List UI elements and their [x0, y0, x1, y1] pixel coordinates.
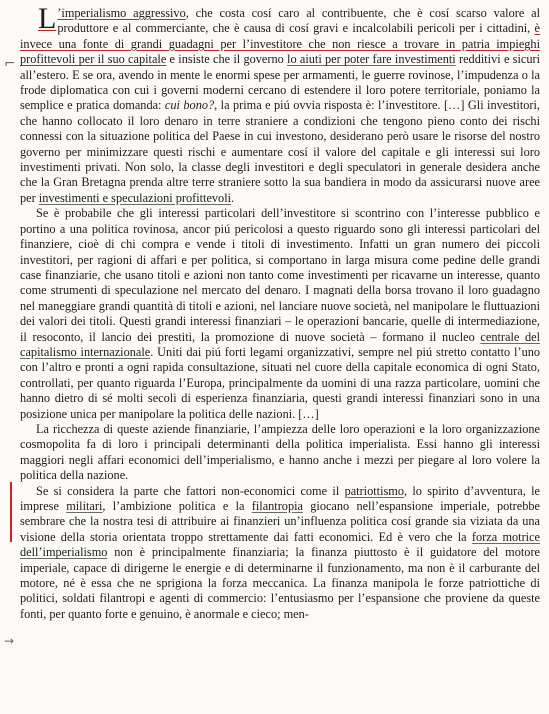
underlined-phrase: militari — [66, 499, 103, 513]
paragraph-3 — [20, 422, 540, 484]
underlined-phrase: patriottismo — [344, 483, 404, 498]
pencil-arrow-annotation: → — [4, 634, 15, 648]
text-run: Se è probabile che gli interessi particolari dell’investitore si scontrino con l’interesse pubblico e portino a una politica rovinosa, ancor piú pericolosi a questo riguardo sono gli interessi particolari del finanziere, cioè di chi compra e vende i titoli di investimento. Infatti un gran numero dei piccoli investitori, per ragioni di affari e per politica, si comportano in larga misura come pedine delle grandi case finanziarie, che usano titoli e azioni non tanto come investimenti per ricavarne un interesse, quanto come strumenti di speculazione nel mercato del denaro. I magnati della borsa trovano il loro guadagno nel maneggiare grandi quantità di titoli e azioni, nel lanciare nuove società, nel manipolare le fluttuazioni dei valori dei titoli. Questi grandi interessi finanziari – le operazioni bancarie, quelle di intermediazione, il resoconto, il lancio dei prestiti, la promozione di nuove società – formano il nucleo — [20, 206, 540, 344]
italic-phrase: cui bono? — [164, 98, 215, 113]
text-run: e insiste che il governo — [166, 52, 288, 67]
pencil-margin-mark: ⌐ — [4, 56, 16, 72]
text-run: , lo spirito d’avventura, le imprese — [20, 483, 540, 513]
text-run: . — [231, 190, 235, 205]
underlined-phrase: filantropia — [251, 499, 303, 513]
body-text — [20, 2, 541, 622]
text-run: Se si considera la parte che fattori non-economici come il — [36, 483, 345, 498]
underlined-phrase: forza motrice dell’imperialismo — [20, 529, 540, 560]
underlined-phrase: centrale del capitalismo internazionale — [20, 329, 540, 359]
drop-cap: L — [38, 2, 57, 35]
paragraph-2 — [20, 206, 540, 422]
underlined-phrase: lo aiuti per poter fare investimenti — [287, 52, 456, 67]
paragraph-1 — [20, 2, 540, 206]
text-run: , che costa cosí caro al contribuente, che è cosí scarso valore al produttore e al commerciante, che è causa di cosí gravi e incalcolabili pericoli per i cittadini, — [57, 6, 540, 36]
underlined-phrase: ’imperialismo aggressivo — [57, 6, 186, 20]
text-run: , la prima e piú ovvia risposta è: l’investitore. […] Gli investitori, che hanno collocato il loro denaro in terre straniere a condizioni che tengono pieno conto dei rischi connessi con la situazione politica del Paese in cui investono, desiderano però usare le risorse del nostro governo per minimizzare questi rischi e aumentare cosí il valore del capitale e gli interessi sui loro investimenti privati. Non solo, la classe degli investitori e degli speculatori in generale desidera anche che la Gran Bretagna prenda altre terre straniere sotto la sua bandiera in modo da assicurarsi nuove aree per — [20, 98, 540, 205]
text-run: , l’ambizione politica e la — [102, 499, 252, 513]
text-run: non è principalmente finanziaria; la finanza piuttosto è il guidatore del motore imperiale, capace di dirigerne le energie e di determinarne il funzionamento, ma non è il carburante del motore, né è essa che ne sprigiona la forza meccanica. La finanza manipola le forze patriottiche di politici, soldati filantropi e agenti di commercio: l’entusiasmo per l’espansione che proviene da queste fonti, per quanto forte e genuino, è anormale e cieco; men- — [20, 545, 540, 621]
underlined-phrase: investimenti e speculazioni profittevoli — [38, 190, 232, 205]
text-run: giocano nell’espansione imperiale, potrebbe sembrare che la nostra tesi di attribuire ai finanzieri un’influenza politica cosí grande sia viziata da una visione della storia orientata troppo strettamente dai fatti economici. Ed è vero che la — [20, 499, 540, 544]
text-run: redditivi e sicuri all’estero. E se ora, avendo in mente le enormi spese per armamenti, le guerre rovinose, l’impudenza o la frode diplomatica con cui i governi moderni cercano di estendere il loro potere territoriale, poniamo la semplice e pratica domanda: — [20, 52, 540, 113]
text-run: . Uniti dai piú forti legami organizzativi, sempre nel piú stretto contatto l’uno con l’altro e pronti a ogni rapida consultazione, situati nel cuore della capitale economica di ogni Stato, controllati, per quanto riguarda l’Europa, principalmente da uomini di una razza particolare, uomini che hanno dietro di sé molti secoli di esperienza finanziaria, questi grandi interessi finanziari sono in una posizione unica per manipolare la politica delle nazioni. […] — [20, 344, 541, 421]
red-margin-bar — [10, 482, 12, 542]
paragraph-4 — [20, 484, 540, 623]
underlined-phrase: è invece una fonte di grandi guadagni per l’investitore che non riesce a trovare in patria impieghi profittevoli per il suo capitale — [20, 21, 540, 67]
text-run: La ricchezza di queste aziende finanziarie, l’ampiezza delle loro operazioni e la loro organizzazione cosmopolita fa di loro i principali determinanti della politica imperialista. Essi hanno gli interessi maggiori negli affari economici dell’imperialismo, e hanno anche i mezzi per piegare al loro volere la politica della nazione. — [20, 421, 540, 483]
